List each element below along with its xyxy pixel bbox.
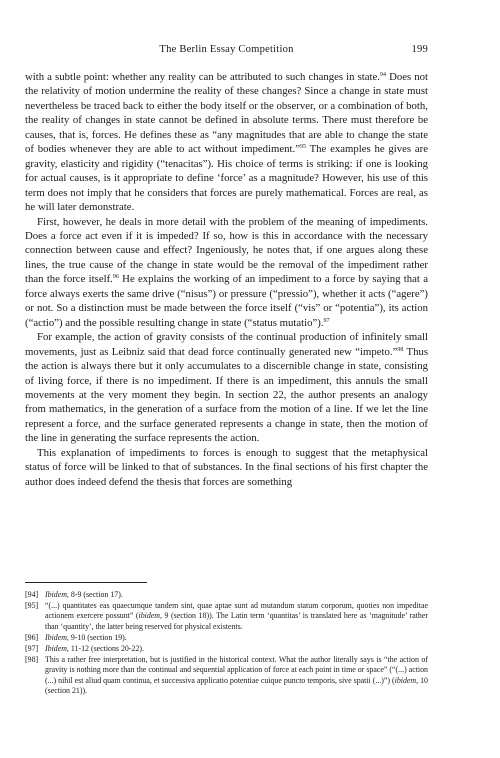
footnote-number: [94] — [25, 590, 39, 599]
footnotes — [25, 590, 428, 697]
footnote-text — [45, 601, 428, 632]
running-head: The Berlin Essay Competition — [159, 44, 294, 55]
page-number: 199 — [411, 44, 428, 55]
footnote — [25, 590, 428, 600]
body-text — [25, 70, 428, 489]
footnote-ref[interactable]: 97 — [323, 317, 330, 324]
footnote — [25, 633, 428, 643]
page-header — [25, 44, 428, 58]
footnote — [25, 644, 428, 654]
footnote-ref[interactable]: 98 — [397, 346, 404, 353]
text-run: The examples he gives are gravity, elasticity and rigidity (“tenacitas”). His choice of terms is striking: if one is looking for actual causes, is it appropriate to define ‘force’ as a magnitude? However, his use of this term does not imply that he considers that forces are purely mathematical. Forces are real, as he will later demonstrate. — [25, 143, 428, 214]
italic-text: Ibidem — [45, 632, 67, 642]
text-run: with a subtle point: whether any reality can be attributed to such changes in state. — [25, 71, 380, 83]
italic-text: ibidem — [138, 611, 161, 621]
text-run: , 9 (section 18)). The Latin term ‘quantitas’ is translated here as ‘magnitude’ rather than ‘quantity’, the latter being reserved for physical existents. — [45, 611, 429, 631]
footnote-number: [96] — [25, 632, 39, 642]
paragraph — [25, 446, 428, 489]
text-run: , 9-10 (section 19). — [66, 632, 127, 642]
paragraph — [25, 70, 428, 215]
footnote-text — [45, 590, 428, 600]
footnote — [25, 601, 428, 632]
footnote-text — [45, 644, 428, 654]
footnote-number: [97] — [25, 644, 39, 654]
footnote-number: [98] — [25, 655, 39, 665]
text-run: “(...) quantitates eas quaecumque tandem sint, quae aptae sunt ad mutandum statum corporum, quoties non impeditae actionem exercere possunt” ( — [45, 601, 428, 621]
italic-text: Ibidem — [45, 590, 67, 599]
footnote-text — [45, 633, 428, 643]
text-run: , 10 (section 21)). — [45, 675, 428, 695]
text-run: , 8-9 (section 17). — [66, 590, 123, 599]
text-run: First, however, he deals in more detail with the problem of the meaning of impediments. Does a force act even if it is impeded? If so, how is this in accordance with the necessary connection between cause and effect? Ingeniously, he notes that, if one argues along these lines, the true cause of the change in state would be the removal of the impediment rather than the force itself. — [25, 215, 428, 286]
paragraph — [25, 330, 428, 446]
paragraph — [25, 215, 428, 331]
text-run: He explains the working of an impediment to a force by saying that a force always exerts the same drive (“nisus”) or pressure (“pressio”), whether it acts (“agere”) or not. So a distinction must be made between the force itself (“vis” or “potentia”), its action (“actio”) and the possible resulting change in state (“status mutatio”). — [25, 273, 428, 329]
text-run: Thus the action is always there but it only accumulates to a discernible change in state, consisting of living force, if there is no impediment. If there is an impediment, this annuls the small movements at the very moment they begin. In section 22, the author presents an analogy from mathematics, in the generation of a surface from the motion of a line. If we let the line represent a force, and the surface generated represents a change in state, then the motion of the line in generating the surface represents the action. — [25, 345, 428, 445]
italic-text: ibidem — [394, 675, 417, 685]
footnote-text — [45, 655, 428, 696]
text-run: Does not the relativity of motion undermine the reality of these changes? Since a change in state must nevertheless be traced back to either the body itself or the observer, or a combination of both, the reality of changes in state cannot be defined in absolute terms. There must therefore be causes, that is, forces. He defines these as “any magnitudes that are able to change the state of bodies whenever they are able to act without impediment.” — [25, 71, 428, 156]
footnote — [25, 655, 428, 696]
footnote-number: [95] — [25, 601, 39, 611]
footnote-divider — [25, 582, 147, 583]
text-run: , 11-12 (sections 20-22). — [66, 644, 144, 654]
text-run: This a rather free interpretation, but is justified in the historical context. What the author literally says is “the action of gravity is nothing more than the continual and sequential application of force at each point in time or space” (“(...) action (...) nihil est aliud quam continua, et successiva applicatio potentiae cuique puncto temporis, sive spatii (...)”) ( — [45, 655, 428, 685]
footnote-ref[interactable]: 94 — [380, 72, 386, 78]
text-run: This explanation of impediments to forces is enough to suggest that the metaphysical status of force will be linked to that of substances. In the final sections of his first chapter the author does indeed defend the thesis that forces are something — [25, 446, 428, 488]
text-run: For example, the action of gravity consists of the continual production of infinitely small movements, just as Leibniz said that dead force continually generated new “impeto.” — [25, 331, 428, 358]
footnote-ref[interactable]: 96 — [112, 274, 119, 281]
italic-text: Ibidem — [45, 644, 67, 654]
footnote-ref[interactable]: 95 — [299, 144, 306, 151]
